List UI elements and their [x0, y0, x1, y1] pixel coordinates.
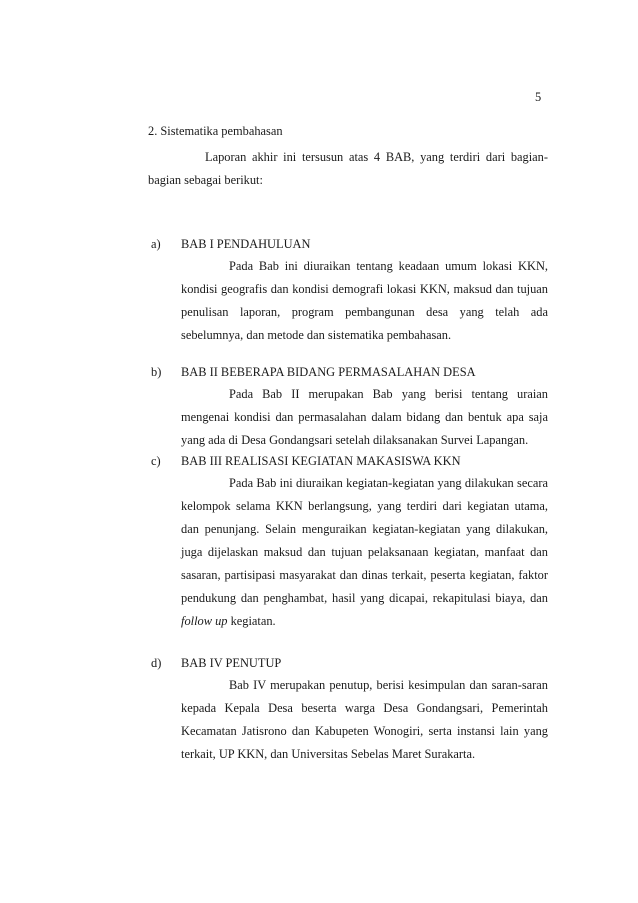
- list-item-header: [151, 450, 548, 472]
- list-item-letter: a): [151, 237, 161, 251]
- list-item-bab-4: [151, 652, 548, 766]
- section-heading: 2. Sistematika pembahasan: [148, 124, 283, 138]
- list-item-letter: d): [151, 656, 162, 670]
- body-italic-text: follow up: [181, 614, 228, 628]
- list-item-body: Bab IV merupakan penutup, berisi kesimpulan dan saran-saran kepada Kepala Desa beserta warga Desa Gondangsari, Pemerintah Kecamatan Jatisrono dan Kabupeten Wonogiri, serta instansi lain yang terkait, UP KKN, dan Universitas Sebelas Maret Surakarta.: [181, 678, 548, 761]
- list-item-letter: c): [151, 454, 161, 468]
- list-item-bab-1: [151, 233, 548, 347]
- list-item-body: Pada Bab ini diuraikan tentang keadaan umum lokasi KKN, kondisi geografis dan kondisi demografi lokasi KKN, maksud dan tujuan penulisan laporan, program pembangunan desa yang telah ada sebelumnya, dan metode dan sistematika pembahasan.: [181, 259, 548, 342]
- list-item-header: [151, 233, 548, 255]
- body-text-end: kegiatan.: [227, 614, 276, 628]
- list-item-bab-2: [151, 361, 548, 452]
- list-item-title: BAB II BEBERAPA BIDANG PERMASALAHAN DESA: [181, 365, 476, 379]
- intro-paragraph: Laporan akhir ini tersusun atas 4 BAB, yang terdiri dari bagian-bagian sebagai berikut:: [148, 150, 548, 187]
- list-item-body: [181, 472, 548, 633]
- list-item-title: BAB I PENDAHULUAN: [181, 237, 311, 251]
- list-item-header: [151, 652, 548, 674]
- list-item-body: Pada Bab II merupakan Bab yang berisi tentang uraian mengenai kondisi dan permasalahan dalam bidang dan bentuk apa saja yang ada di Desa Gondangsari setelah dilaksanakan Survei Lapangan.: [181, 387, 548, 447]
- list-item-header: [151, 361, 548, 383]
- list-item-title: BAB IV PENUTUP: [181, 656, 282, 670]
- list-item-title: BAB III REALISASI KEGIATAN MAKASISWA KKN: [181, 454, 461, 468]
- body-text: Pada Bab ini diuraikan kegiatan-kegiatan yang dilakukan secara kelompok selama KKN berlangsung, yang terdiri dari kegiatan utama, dan penunjang. Selain menguraikan kegiatan-kegiatan yang dilakukan, juga dijelaskan maksud dan tujuan pelaksanaan kegiatan, manfaat dan sasaran, partisipasi masyarakat dan dinas terkait, peserta kegiatan, faktor pendukung dan penghambat, hasil yang dicapai, rekapitulasi biaya, dan: [181, 476, 548, 605]
- page-number: 5: [535, 90, 542, 104]
- list-item-letter: b): [151, 365, 162, 379]
- list-item-bab-3: [151, 450, 548, 633]
